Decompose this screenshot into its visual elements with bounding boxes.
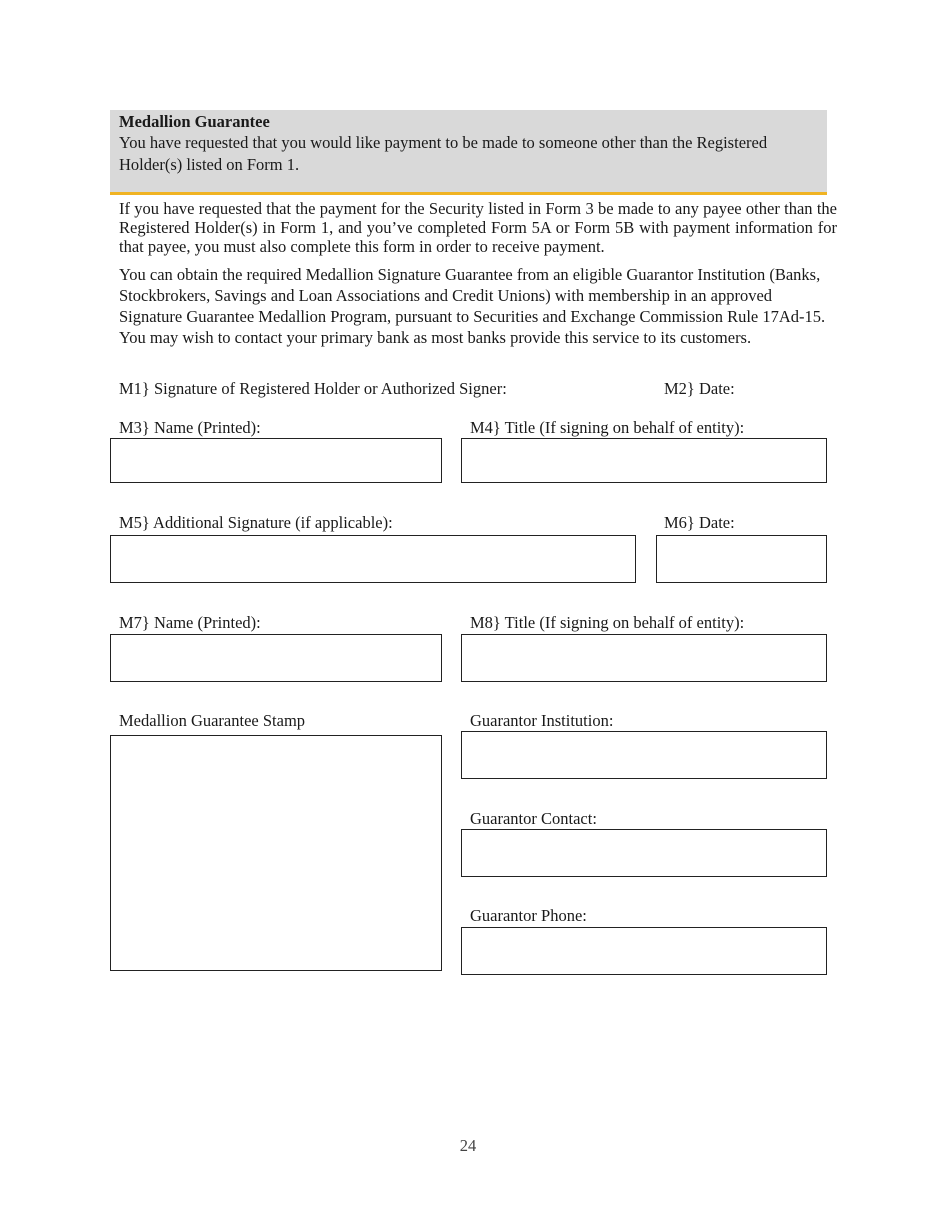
m4-title-label: M4} Title (If signing on behalf of entity): <box>470 418 745 437</box>
section-title: Medallion Guarantee <box>119 112 270 131</box>
m4-title-field[interactable] <box>461 438 827 483</box>
m1-signature-label: M1} Signature of Registered Holder or Authorized Signer: <box>119 379 507 398</box>
guarantor-phone-label: Guarantor Phone: <box>470 906 587 925</box>
medallion-stamp-box[interactable] <box>110 735 442 971</box>
m6-date-label: M6} Date: <box>664 513 735 532</box>
section-intro-text: You have requested that you would like payment to be made to someone other than the Registered Holder(s) listed on Form 1. <box>119 133 768 174</box>
m6-date-field[interactable] <box>656 535 827 583</box>
page-number: 24 <box>459 1136 477 1155</box>
stamp-label: Medallion Guarantee Stamp <box>119 711 306 730</box>
m8-title-field[interactable] <box>461 634 827 682</box>
instructions-paragraph: If you have requested that the payment for the Security listed in Form 3 be made to any payee other than the Registered Holder(s) in Form 1, and you’ve completed Form 5A or Form 5B with payment information for that payee, you must also complete this form in order to receive payment. <box>119 199 837 256</box>
guarantor-contact-field[interactable] <box>461 829 827 877</box>
m5-additional-signature-label: M5} Additional Signature (if applicable): <box>119 513 393 532</box>
guarantor-contact-label: Guarantor Contact: <box>470 809 597 828</box>
m7-name-label: M7} Name (Printed): <box>119 613 261 632</box>
guarantor-institution-label: Guarantor Institution: <box>470 711 614 730</box>
m5-additional-signature-field[interactable] <box>110 535 636 583</box>
medallion-guarantee-header <box>110 110 827 195</box>
m8-title-label: M8} Title (If signing on behalf of entity): <box>470 613 745 632</box>
guarantor-institution-field[interactable] <box>461 731 827 779</box>
m2-date-label: M2} Date: <box>664 379 735 398</box>
guarantor-phone-field[interactable] <box>461 927 827 975</box>
guarantor-info-paragraph: You can obtain the required Medallion Signature Guarantee from an eligible Guarantor Institution (Banks, Stockbrokers, Savings and Loan Associations and Credit Unions) with membership in an approved Signature Guarantee Medallion Program, pursuant to Securities and Exchange Commission Rule 17Ad-15. You may wish to contact your primary bank as most banks provide this service to its customers. <box>119 265 826 347</box>
m3-name-field[interactable] <box>110 438 442 483</box>
m7-name-field[interactable] <box>110 634 442 682</box>
m3-name-label: M3} Name (Printed): <box>119 418 261 437</box>
